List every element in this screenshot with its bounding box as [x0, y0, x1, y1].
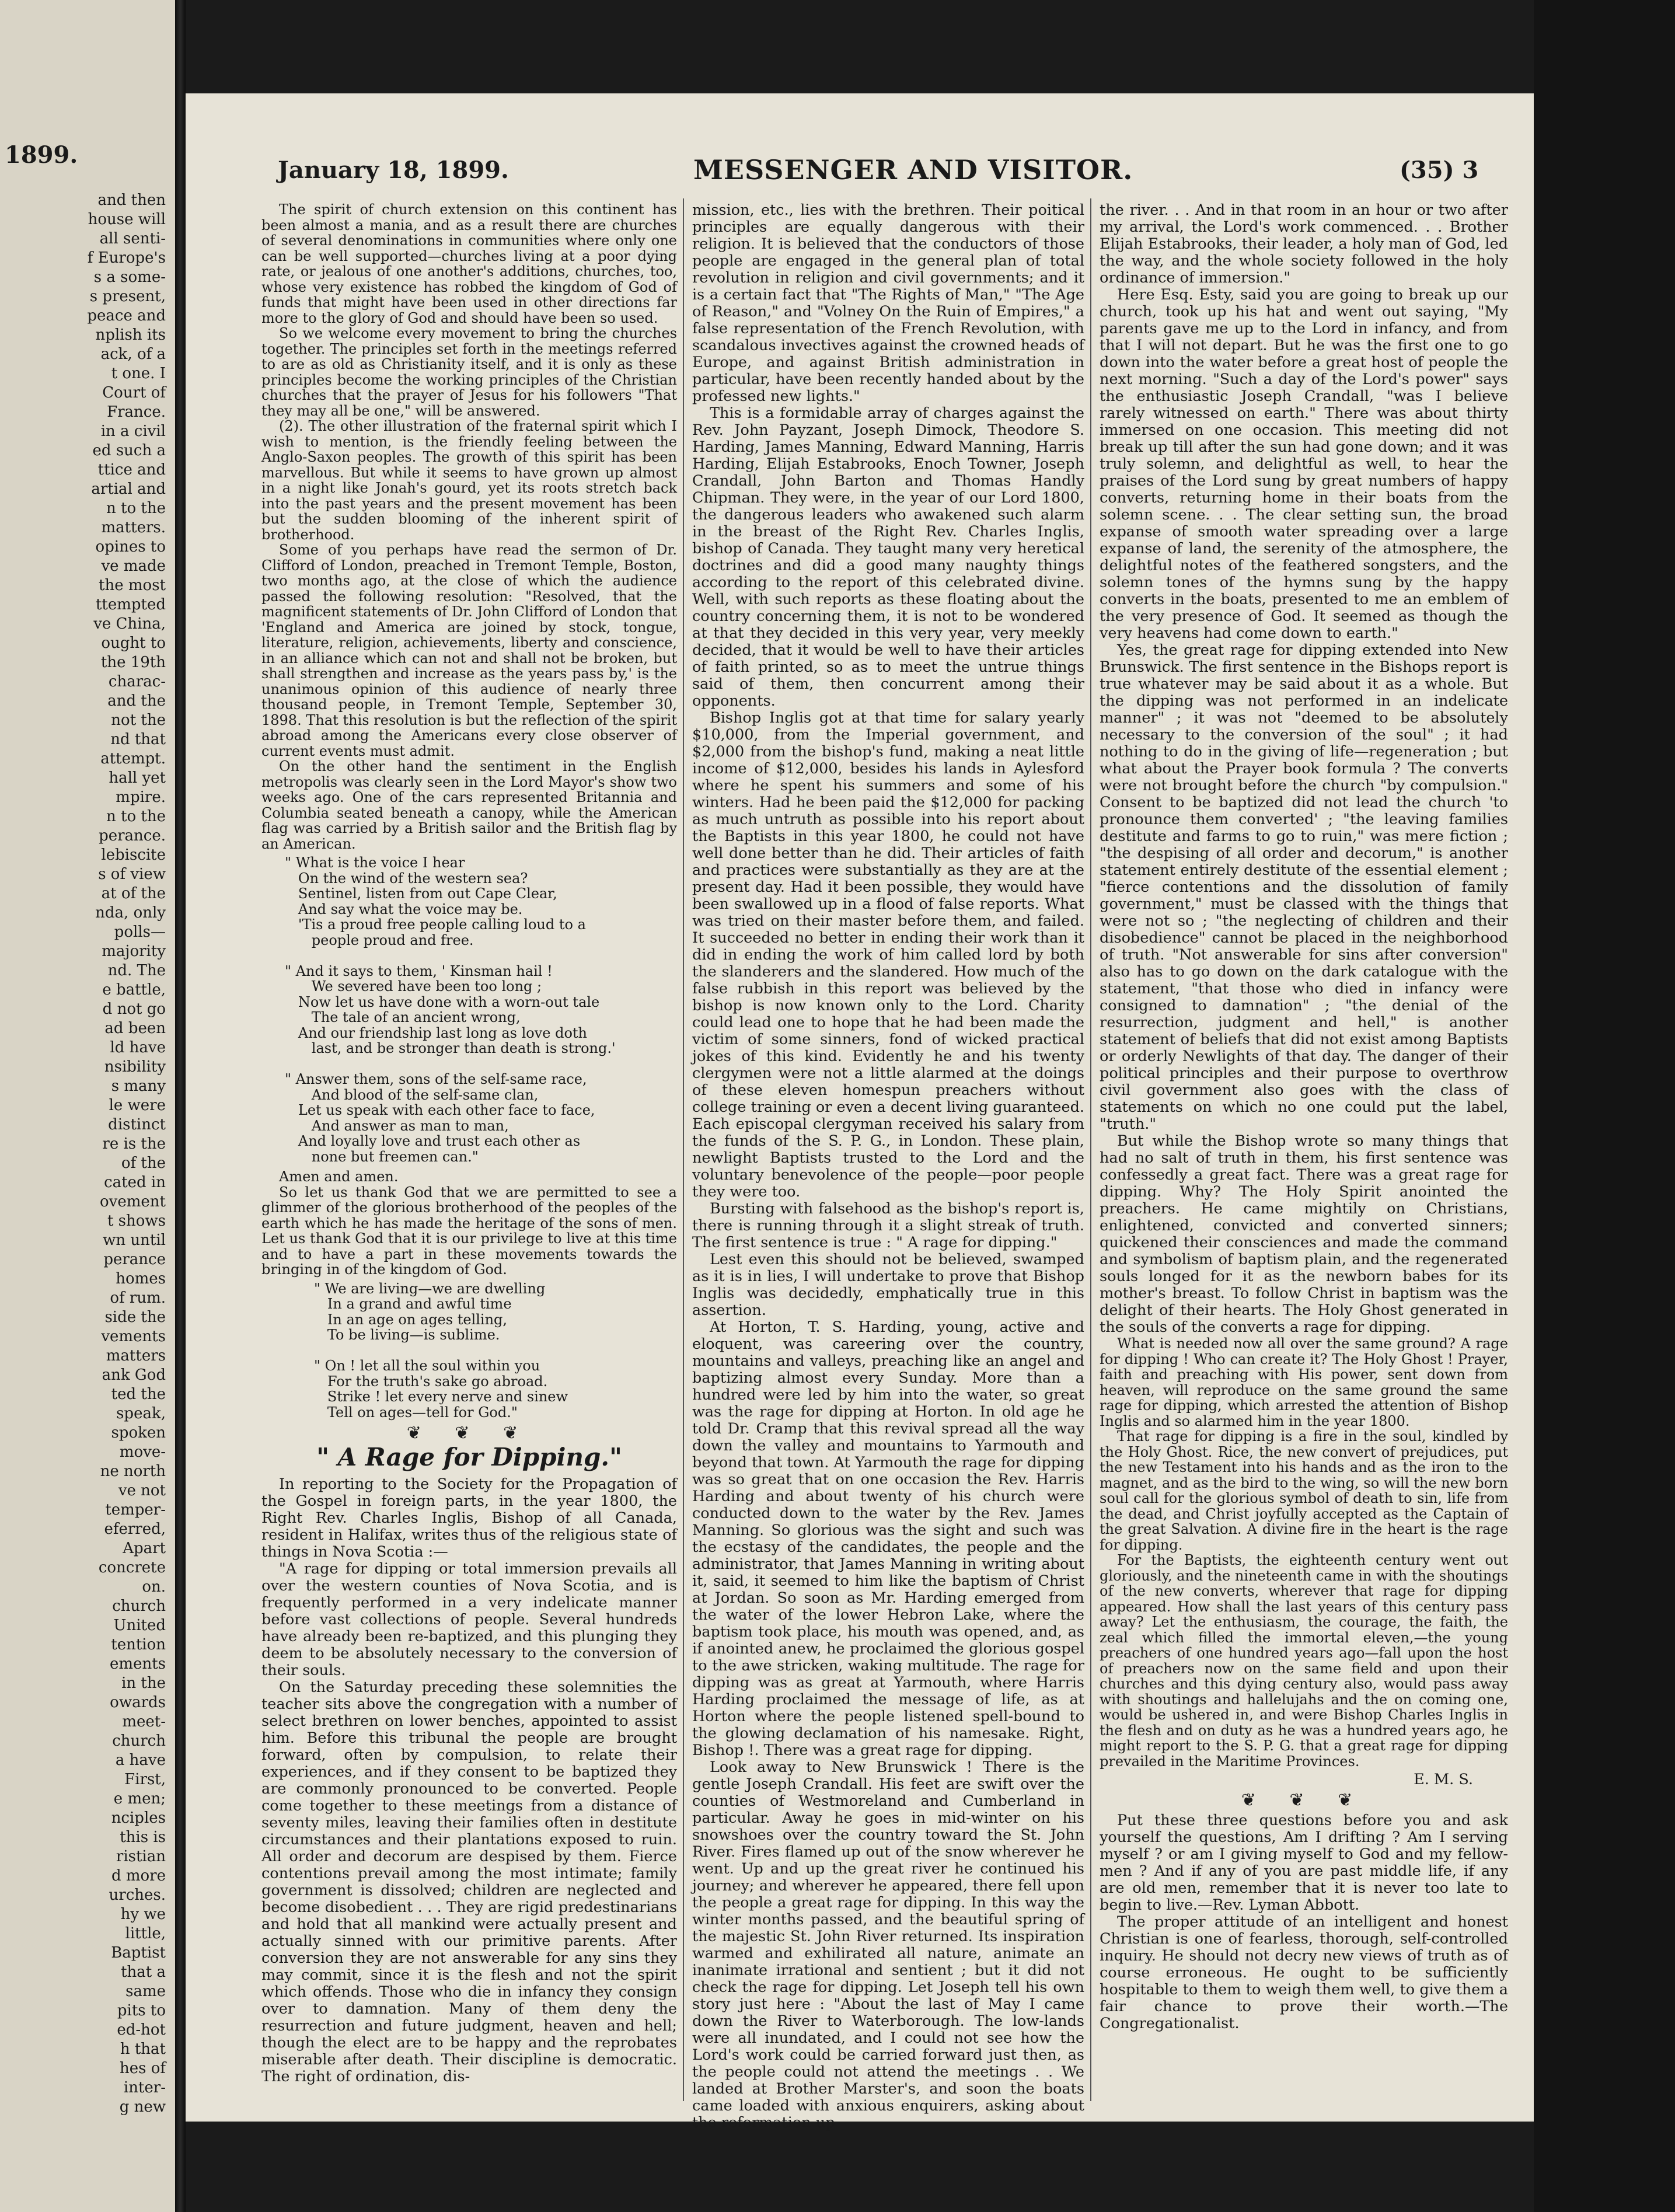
left-page-line: ttempted — [95, 596, 166, 613]
left-page-line: spoken — [111, 1424, 166, 1442]
article-paragraph: So let us thank God that we are permitted to see a glimmer of the glorious brotherhood of the peoples of the earth which he has made the heritage of the sons of men. Let us thank God that it is our privilege to live at this time and to have a part in these movements towards the bringing in of the kingdom of God. — [261, 1184, 677, 1278]
left-page-line: hy we — [120, 1906, 166, 1923]
left-page-line: majority — [102, 943, 166, 960]
left-page-line: side the — [104, 1309, 166, 1326]
left-page-line: h that — [120, 2040, 166, 2058]
left-page-line: ought to — [101, 634, 166, 652]
amen-line: Amen and amen. — [279, 1168, 399, 1185]
left-page-line: First, — [124, 1771, 166, 1788]
left-page-line: homes — [116, 1270, 166, 1288]
left-page-line: in the — [121, 1674, 166, 1692]
left-page-line: ank God — [102, 1366, 166, 1384]
left-page-line: a have — [115, 1752, 166, 1769]
left-page-line: ovement — [100, 1193, 166, 1210]
left-page-line: all senti- — [99, 230, 166, 247]
left-page-line: speak, — [116, 1405, 166, 1422]
article-paragraph: Here Esq. Esty, said you are going to break up our church, took up his hat and went out saying, "My parents gave me up to the Lord in infancy, and from that I will not depart. But he was the first one to go down into the water before a great host of people the next morning. "Such a day of the Lord's power" says the enthusiastic Joseph Crandall, "was I believe rarely witnessed on earth." There was about thirty immersed on one occasion. This meeting did not break up till after the sun had gone down; and it was truly solemn, and delightful as well, to hear the praises of the Lord sung by great numbers of happy converts, returning home in their boats from the solemn scene. . . The clear setting sun, the broad expanse of smooth water spreading over a large expanse of land, the serenity of the atmosphere, the delightful notes of the feathered songsters, and the solemn tones of the hymns sung by the happy converts in the boats, presented to me an emblem of the very presence of God. It seemed as though the very heavens had come down to earth." — [1100, 286, 1508, 642]
left-page-line: the most — [99, 577, 166, 594]
left-page-line: nd. The — [107, 962, 166, 979]
left-page-line: nplish its — [95, 326, 166, 344]
left-page-line: attempt. — [100, 750, 166, 767]
left-page-line: nciples — [111, 1809, 166, 1827]
left-page-line: urches. — [109, 1886, 166, 1904]
left-page-line: ttice and — [97, 461, 166, 479]
article-paragraph: "A rage for dipping or total immersion prevails all over the western counties of Nova Scotia, and is frequently performed in a very indelicate manner before vast collections of people. Several hundreds have already been re-baptized, and this plunging they deem to be absolutely necessary to the conversion of their souls. — [261, 1560, 677, 1679]
left-page-line: Court of — [102, 384, 166, 402]
left-page-line: opines to — [95, 538, 166, 556]
issue-date: January 18, 1899. — [278, 156, 509, 184]
left-page-line: United — [113, 1617, 166, 1634]
column-rule — [1090, 198, 1091, 2101]
left-page-line: eferred, — [104, 1520, 166, 1538]
left-page-line: hes of — [119, 2060, 166, 2077]
left-page-line: e men; — [113, 1790, 166, 1808]
ornament-divider: ❦ ❦ ❦ — [406, 1423, 532, 1443]
left-page-line: pits to — [117, 2002, 166, 2019]
left-page-line: ve made — [101, 557, 166, 575]
left-page-line: vements — [101, 1328, 166, 1345]
left-page-line: same — [125, 1983, 166, 2000]
left-page-line: polls— — [114, 923, 166, 941]
article-paragraph: So we welcome every movement to bring the churches together. The principles set forth in the meetings referred to are as old as Christianity itself, and it is only as these principles become the working principles of the Christian churches that the prayer of Jesus for his followers "That they may all be one," will be answered. — [261, 325, 677, 419]
left-page-line: church — [112, 1732, 166, 1750]
left-page-line: perance. — [99, 827, 166, 845]
column-rule — [683, 198, 684, 2101]
left-page-fragment — [0, 0, 175, 2212]
left-page-line: matters — [106, 1347, 166, 1365]
left-page-line: distinct — [108, 1116, 166, 1133]
article-paragraph: On the other hand the sentiment in the English metropolis was clearly seen in the Lord Mayor's show two weeks ago. One of the cars represented Britannia and Columbia seated beneath a canopy, while the American flag was carried by a British sailor and the British flag by an American. — [261, 758, 677, 852]
left-page-line: g new — [119, 2098, 166, 2116]
left-page-line: matters. — [101, 519, 166, 536]
left-page-line: ve China, — [93, 615, 166, 633]
left-page-line: ristian — [116, 1848, 166, 1865]
left-page-line: d more — [111, 1867, 166, 1885]
article-paragraph: Put these three questions before you and ask yourself the questions, Am I drifting ? Am I serving myself ? or am I giving myself to God and my fellow-men ? And if any of you are past middle life, if any are old men, remember that it is never too late to begin to live.—Rev. Lyman Abbott. — [1100, 1812, 1508, 1914]
left-page-line: Apart — [123, 1540, 166, 1557]
article-paragraph: On the Saturday preceding these solemnities the teacher sits above the congregation with a number of select brethren on lower benches, appointed to assist him. Before this tribunal the people are brought forward, often by compulsion, to relate their experiences, and if they consent to be baptized they are commonly pronounced to be converted. People come together to these meetings from a distance of seventy miles, leaving their families often in destitute circumstances and their plantations exposed to ruin. All order and decorum are despised by them. Fierce contentions prevail among the most intimate; family government is dissolved; children are neglected and become disobedient . . . They are rigid predestinarians and hold that all mankind were actually present and actually sinned with our primitive parents. After conversion they are not answerable for any sins they may commit, since it is the flesh and not the spirit which offends. Those who die in infancy they consign over to damnation. Many of them deny the resurrection and future judgment, heaven and hell; though the elect are to be happy and the reprobates miserable after death. Their discipline is democratic. The right of ordination, dis- — [261, 1679, 677, 2085]
left-page-line: the 19th — [100, 654, 166, 671]
left-page-line: e battle, — [102, 981, 166, 999]
left-page-line: France. — [107, 403, 166, 421]
article-paragraph: This is a formidable array of charges against the Rev. John Payzant, Joseph Dimock, Theodore S. Harding, James Manning, Edward Manning, Harris Harding, Elijah Estabrooks, Enoch Towner, Joseph Crandall, John Barton and Thomas Handly Chipman. They were, in the year of our Lord 1800, the dangerous leaders who awakened such alarm in the breast of the Right Rev. Charles Inglis, bishop of Canada. They taught many very heretical doctrines and did a good many naughty things according to the report of this celebrated divine. Well, with such reports as these floating about the country concerning them, it is not to be wondered at that they decided in this very year, very meekly decided, that it would be well to have their articles of faith printed, so as to meet the untrue things said of them, then concurrent among their opponents. — [692, 404, 1084, 710]
poem-living: " We are living—we are dwelling In a grand and awful time In an age on ages telling, To be living—is sublime. " On ! let all the soul within you For the truth's sake go abroad. Strike ! let every nerve and sinew Tell on ages—tell for God." — [314, 1280, 568, 1421]
left-page-line: lebiscite — [101, 846, 166, 864]
left-page-line: at of the — [101, 885, 166, 902]
article-paragraph: (2). The other illustration of the fraternal spirit which I wish to mention, is the friendly feeling between the Anglo-Saxon peoples. The growth of this spirit has been marvellous. But while it seems to have grown up almost in a night like Jonah's gourd, yet its roots stretch back into the past years and the present movement has been but the sudden blooming of the inherent spirit of brotherhood. — [261, 418, 677, 543]
article-heading: " A Rage for Dipping." — [316, 1443, 622, 1471]
column-1 — [261, 202, 677, 2110]
column-2 — [692, 201, 1084, 2131]
left-page-line: cated in — [104, 1174, 166, 1191]
left-page-line: f Europe's — [87, 249, 166, 267]
left-page-line: peace and — [87, 307, 166, 325]
article-paragraph: Bishop Inglis got at that time for salary yearly $10,000, from the Imperial government, and $2,000 from the bishop's fund, making a neat little income of $12,000, besides his lands in Aylesford where he spent his summers and some of his winters. Had he been paid the $12,000 for packing as much untruth as possible into his report about the Baptists in this year 1800, he could not have well done better than he did. Their articles of faith and practices were substantially as they are at the present day. Had it been possible, they would have been swallowed up in a flood of false reports. What was tried on their master before them, and failed. It succeeded no better in ending their work than it did in ending the work of him called lord by both the slanderers and the slandered. How much of the false rubbish in this report was believed by the bishop is now known only to the Lord. Charity could lead one to hope that he had been made the victim of some sinners, fond of wicked practical jokes of this kind. Evidently he and his twenty clergymen were not a little alarmed at the doings of these eleven homespun preachers without college training or even a decent living guaranteed. Each episcopal clergyman received his salary from the funds of the S. P. G., in London. These plain, newlight Baptists trusted to the Lord and the voluntary benevolence of the people—poor people they were too. — [692, 709, 1084, 1201]
masthead — [186, 156, 1534, 191]
left-page-line: church — [112, 1597, 166, 1615]
page-gutter — [175, 0, 186, 2212]
left-page-line: nd that — [110, 731, 166, 748]
left-page-line: ack, of a — [100, 346, 166, 363]
article-paragraph: But while the Bishop wrote so many things that had no salt of truth in them, his first sentence was confessedly a great fact. There was a great rage for dipping. Why? The Holy Spirit anointed the preachers. He came mightily on Christians, enlightened, convicted and converted sinners; quickened their consciences and made the command and symbolism of baptism plain, and the regenerated souls longed for it as the newborn babes for its mother's breast. To follow Christ in baptism was the delight of their hearts. The Holy Ghost generated in the souls of the converts a rage for dipping. — [1100, 1132, 1508, 1336]
left-page-line: ted the — [111, 1386, 166, 1403]
article-paragraph: the river. . . And in that room in an hour or two after my arrival, the Lord's work commenced. . . Brother Elijah Estabrooks, their leader, a holy man of God, led the way, and the whole society followed in the holy ordinance of immersion." — [1100, 201, 1508, 287]
left-page-line: meet- — [122, 1713, 166, 1730]
left-page-line: this is — [120, 1829, 166, 1846]
left-page-line: s present, — [89, 288, 166, 305]
left-page-line: ve not — [118, 1482, 166, 1499]
article-paragraph: At Horton, T. S. Harding, young, active and eloquent, was careering over the country, mountains and valleys, preaching like an angel and baptizing almost every Sunday. More than a hundred were led by him into the water, so great was the rage for dipping at Horton. In old age he told Dr. Cramp that this revival spread all the way down the valley and mountains to Yarmouth and beyond that town. At Yarmouth the rage for dipping was so great that on one occasion the Rev. Harris Harding and about twenty of his church were conducted down to the water by the Rev. James Manning. So glorious was the sight and such was the ecstasy of the candidates, the people and the administrator, that James Manning in writing about it, said, it seemed to him like the baptism of Christ at Jordan. So soon as Mr. Harding emerged from the water of the lower Hebron Lake, where the baptism took place, his mouth was opened, and, as if anointed anew, he proclaimed the glorious gospel to the awe stricken, waking multitude. The rage for dipping was as great at Yarmouth, where Harris Harding proclaimed the message of life, as at Horton where the people listened spell-bound to the glowing declamation of his namesake. Right, Bishop !. There was a great rage for dipping. — [692, 1318, 1084, 1759]
left-page-line: of rum. — [110, 1289, 166, 1307]
poem-kinsman: " What is the voice I hear On the wind of the western sea? Sentinel, listen from out Cape Clear, And say what the voice may be. 'Tis a proud free people calling loud to a people proud and free. " And it says to them, ' Kinsman hail ! We severed have been too long ; Now let us have done with a worn-out tale The tale of an ancient wrong, And our friendship last long as love doth last, and be stronger than death is strong.' " Answer them, sons of the self-same race, And blood of the self-same clan, Let us speak with each other face to face, And answer as man to man, And loyally love and trust each other as none but freemen can." — [285, 854, 616, 1165]
left-page-line: ne north — [100, 1463, 166, 1480]
left-page-line: artial and — [91, 480, 166, 498]
article-paragraph: The spirit of church extension on this continent has been almost a mania, and as a result there are churches of several denominations in communities where only one can be well supported—churches living at a poor dying rate, or jealous of one another's additions, churches, too, whose very existence has robbed the kingdom of God of funds that might have been used in other directions far more to the glory of God and should have been so used. — [261, 201, 677, 326]
left-page-line: of the — [121, 1154, 166, 1172]
left-page-line: ed such a — [92, 442, 166, 459]
article-paragraph: That rage for dipping is a fire in the soul, kindled by the Holy Ghost. Rice, the new convert of prejudices, put the new Testament into his hands and as the iron to the magnet, and as the bird to the wing, so will the new born soul call for the glorious symbol of death to sin, life from the dead, and Christ joyfully accepted as the Captain of the great Salvation. A divine fire in the heart is the rage for dipping. — [1100, 1428, 1508, 1553]
left-page-line: le were — [109, 1097, 166, 1114]
left-page-line: t one. I — [111, 365, 166, 382]
left-page-line: Baptist — [111, 1944, 166, 1962]
left-page-line: in a civil — [100, 423, 166, 440]
left-page-line: mpire. — [116, 788, 166, 806]
page-number: (35) 3 — [1400, 156, 1479, 184]
left-page-line: move- — [119, 1443, 166, 1461]
left-page-line: re is the — [102, 1135, 166, 1153]
left-page-line: tention — [111, 1636, 166, 1653]
newspaper-page — [186, 93, 1534, 2131]
left-page-line: and the — [107, 692, 166, 710]
left-page-line: ed-hot — [117, 2021, 166, 2039]
article-paragraph: What is needed now all over the same ground? A rage for dipping ! Who can create it? The Holy Ghost ! Prayer, faith and preaching with His power, sent down from heaven, will reproduce on the same ground the same rage for dipping, which arrested the attention of Bishop Inglis and so alarmed him in the year 1800. — [1100, 1335, 1508, 1429]
left-page-year: 1899. — [5, 141, 78, 169]
newspaper-title: MESSENGER AND VISITOR. — [693, 154, 1133, 186]
left-page-line: nda, only — [95, 904, 166, 922]
article-paragraph: Look away to New Brunswick ! There is the gentle Joseph Crandall. His feet are swift over the counties of Westmoreland and Cumberland in particular. Away he goes in mid-winter on his snowshoes over the country toward the St. John River. Fires flamed up out of the snow wherever he went. Up and up the great river he continued his journey; and wherever he appeared, there fell upon the people a great rage for dipping. In this way the winter months passed, and the beautiful spring of the majestic St. John River returned. Its inspiration warmed and exhilirated all nature, animate an inanimate irrational and sentient ; but it did not check the rage for dipping. Let Joseph tell his own story just here : "About the last of May I came down the River to Waterborough. The low-lands were all inundated, and I could not see how the Lord's work could be carried forward just then, as the people could not attend the meetings . . We landed at Brother Marster's, and soon the boats came loaded with anxious enquirers, asking about the reformation up — [692, 1759, 1084, 2131]
left-page-line: n to the — [106, 500, 166, 517]
article-paragraph: In reporting to the Society for the Propagation of the Gospel in foreign parts, in the year 1800, the Right Rev. Charles Inglis, Bishop of all Canada, resident in Halifax, writes thus of the religious state of things in Nova Scotia :— — [261, 1475, 677, 1561]
left-page-line: s of view — [98, 866, 166, 883]
left-page-line: s many — [111, 1077, 166, 1095]
column-3 — [1100, 202, 1508, 2110]
article-paragraph: Some of you perhaps have read the sermon of Dr. Clifford of London, preached in Tremont Temple, Boston, two months ago, at the close of which the audience passed the following resolution: "Resolved, that the magnificent statements of Dr. John Clifford of London that 'England and America are joined by stock, tongue, literature, religion, achievements, liberty and conscience, in an alliance which can not and shall not be broken, but shall strengthen and increase as the years pass by,' is the unanimous opinion of this audience of nearly three thousand people, in Tremont Temple, September 30, 1898. That this resolution is but the reflection of the spirit abroad among the Americans every close observer of current events must admit. — [261, 542, 677, 759]
article-paragraph: Yes, the great rage for dipping extended into New Brunswick. The first sentence in the Bishops report is true whatever may be said about it as a whole. But the dipping was not performed in an indelicate manner" ; it was not "deemed to be absolutely necessary to the conversion of the soul" ; it had nothing to do in the giving of life—regeneration ; but what about the Prayer book formula ? The converts were not brought before the church "by compulsion." Consent to be baptized did not lead the church 'to pronounce them converted' ; "the leaving families destitute and farms to go to ruin," was mere fiction ; "the despising of all order and decorum," is another statement entirely destitute of the essential element ; "fierce contentions and the dissolution of family government," must be classed with the things that were not so ; "the neglecting of children and their disobedience" cannot be placed in the neighborhood of truth. "Not answerable for sins after conversion" also has to go down on the dark catalogue with the statement, "that those who died in infancy were consigned to damnation" ; "the denial of the resurrection, judgment and hell," is another statement of beliefs that did not exist among Baptists or orderly Newlights of that day. The danger of their political principles and their purpose to overthrow civil government also goes with the class of statements on which no one could put the label, "truth." — [1100, 641, 1508, 1133]
left-page-line: concrete — [98, 1559, 166, 1576]
left-page-line: that a — [121, 1963, 166, 1981]
left-page-line: wn until — [103, 1231, 166, 1249]
article-paragraph: The proper attitude of an intelligent and honest Christian is one of fearless, thorough, self-controlled inquiry. He should not decry new views of truth as of course erroneous. He ought to be sufficiently hospitable to them to weigh them well, to give them a fair chance to prove their worth.—The Congregationalist. — [1100, 1913, 1508, 2032]
left-page-line: hall yet — [109, 769, 166, 787]
left-page-line: d not go — [102, 1000, 166, 1018]
left-page-line: house will — [88, 211, 166, 228]
left-page-line: little, — [125, 1925, 166, 1942]
left-page-line: n to the — [106, 808, 166, 825]
ornament-divider: ❦ ❦ ❦ — [1241, 1790, 1367, 1810]
left-page-line: not the — [111, 711, 166, 729]
article-paragraph: Lest even this should not be believed, swamped as it is in lies, I will undertake to prove that Bishop Inglis was decidedly, emphatically true in this assertion. — [692, 1251, 1084, 1319]
left-page-line: charac- — [108, 673, 166, 690]
left-page-line: inter- — [123, 2079, 166, 2096]
left-page-line: owards — [110, 1694, 166, 1711]
article-paragraph: For the Baptists, the eighteenth century went out gloriously, and the nineteenth came in with the shoutings of the new converts, wherever that rage for dipping appeared. How shall the last years of this century pass away? Let the enthusiasm, the courage, the faith, the zeal which filled the immortal eleven,—the young preachers of one hundred years ago—fall upon the host of preachers now on the same field and upon their churches and this dying century also, would pass away with shoutings and hallelujahs and the on coming one, would be ushered in, and were Bishop Charles Inglis in the flesh and on duty as he was a hundred years ago, he might report to the S. P. G. that a great rage for dipping prevailed in the Maritime Provinces. — [1100, 1552, 1509, 1770]
article-paragraph: Bursting with falsehood as the bishop's report is, there is running through it a slight streak of truth. The first sentence is true : " A rage for dipping." — [692, 1200, 1084, 1251]
scan-border — [1534, 0, 1675, 2212]
left-page-line: ements — [110, 1655, 166, 1673]
left-page-line: t shows — [107, 1212, 166, 1230]
left-page-line: ad been — [104, 1020, 166, 1037]
left-page-line: s a some- — [93, 268, 166, 286]
left-page-line: perance — [103, 1251, 166, 1268]
article-paragraph: mission, etc., lies with the brethren. Their poitical principles are equally dangerous with their religion. It is believed that the conductors of those people are engaged in the general plan of total revolution in religion and civil governments; and it is a certain fact that "The Rights of Man," "The Age of Reason," and "Volney On the Ruin of Empires," a false representation of the French Revolution, with scandalous invectives against the crowned heads of Europe, and against British administration in particular, have been recently handed about by the professed new lights." — [692, 201, 1084, 405]
left-page-line: temper- — [105, 1501, 166, 1519]
left-page-line: and then — [97, 191, 166, 209]
left-page-line: nsibility — [104, 1058, 166, 1076]
author-signature: E. M. S. — [1414, 1771, 1473, 1788]
left-page-line: ld have — [110, 1039, 166, 1056]
left-page-line: on. — [142, 1578, 166, 1596]
